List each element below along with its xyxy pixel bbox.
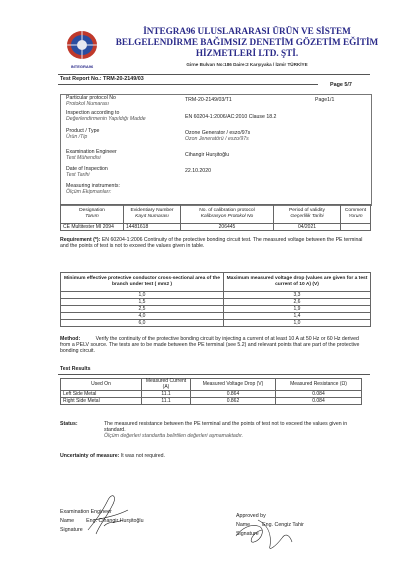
- results-table: [60, 378, 362, 405]
- instrument-comment: [341, 224, 371, 231]
- company-name-line1: İNTEGRA96 ULUSLARARASI ÜRÜN VE SİSTEM: [143, 26, 351, 36]
- inspection-label: Inspection according to Değerlendirmenin Yapıldığı Madde: [66, 110, 146, 122]
- requirement-text: EN 60204-1:2006 Continuity of the protective bonding circuit test. The measured voltage between the PE terminal and the points of test is not to exceed the values given in table.: [60, 237, 363, 249]
- examiner-signature: [82, 490, 134, 542]
- examiner-signature-label: Signature: [60, 527, 83, 533]
- company-address: Girne Bulvarı No:186 Daire:2 Karşıyaka / İzmir TÜRKİYE: [186, 62, 308, 67]
- protocol-label: Particular protocol No Protokol Numarası: [66, 95, 116, 107]
- limits-header-row: [61, 273, 371, 292]
- product-value: Ozone Generator / eszo/97s Ozon Jeneratörü / eszo/97s: [185, 130, 251, 142]
- table-row: 6,0 1,0: [61, 320, 371, 327]
- instrument-validity: 04/2021: [274, 224, 341, 231]
- col-comment: Comment Yorum: [341, 205, 371, 224]
- table-row: 2,5 1,9: [61, 306, 371, 313]
- table-row: 1,0 3,3: [61, 292, 371, 299]
- table-row: 4,0 1,4: [61, 313, 371, 320]
- instruments-table: [60, 204, 371, 231]
- approver-signature-label: Signature: [236, 531, 259, 537]
- table-row: 1,5 2,6: [61, 299, 371, 306]
- instrument-calibration: 206445: [181, 224, 274, 231]
- method-section: [60, 336, 365, 354]
- report-divider: [58, 84, 318, 85]
- page-number: Page 5/7: [330, 82, 352, 88]
- col-designation: Designation Tanım: [61, 205, 124, 224]
- instrument-designation: CE Multitester MI 2094: [61, 224, 124, 231]
- approver-name: Eng. Cengiz Tahir: [262, 522, 304, 528]
- method-label: Method:: [60, 336, 81, 342]
- requirement-section: [60, 237, 365, 249]
- examiner-name: Eng. Cihangir Hurşitoğlu: [86, 518, 144, 524]
- logo-text: INTEGRA96: [70, 64, 94, 69]
- date-label: Date of Inspection Test Tarihi: [66, 166, 108, 178]
- uncertainty-text: It was not required.: [120, 453, 165, 459]
- approver-signature: [232, 506, 296, 556]
- company-name-line3: HİZMETLERİ LTD. ŞTİ.: [195, 48, 299, 58]
- results-divider: [58, 374, 370, 375]
- engineer-value: Cihangir Hurşitoğlu: [185, 152, 230, 158]
- limits-table: [60, 272, 371, 327]
- instrument-number: 14481618: [124, 224, 181, 231]
- requirement-label: Requirement (*):: [60, 237, 101, 243]
- approver-name-label: Name: [236, 522, 251, 528]
- instruments-header-row: [61, 205, 371, 224]
- approver-title: Approved by: [236, 513, 266, 519]
- limits-header-area: Minimum effective protective conductor cross-sectional area of the branch under test ( mm2 ): [61, 273, 224, 292]
- table-row: Right Side Metal 11.1 0.862 0.084: [61, 398, 362, 405]
- results-title: Test Results: [60, 366, 91, 372]
- examiner-name-label: Name: [60, 518, 75, 524]
- uncertainty-section: [60, 453, 165, 459]
- limits-header-voltage: Maximum measured voltage drop (values are given for a test current of 10 A) (V): [224, 273, 371, 292]
- engineer-label: Examination Engineer Test Mühendisi: [66, 149, 117, 161]
- header-divider: [58, 74, 370, 75]
- status-label: Status:: [60, 421, 78, 427]
- results-header-row: Used On Measured Current (A) Measured Voltage Drop (V) Measured Resistance (Ω): [61, 379, 362, 391]
- company-logo: [58, 27, 106, 67]
- protocol-page: Page1/1: [315, 97, 335, 103]
- table-row: [61, 224, 371, 231]
- protocol-value: TRM-20-2149/03/T1: [185, 97, 232, 103]
- report-number: Test Report No.: TRM-20-2149/03: [60, 76, 144, 82]
- examiner-title: Examination Engineer: [60, 509, 112, 515]
- method-text: Verify the continuity of the protective bonding circuit by injecting a current of at least 10 A at 50 Hz or 60 Hz derived from a PELV source. The tests are to be made between the PE terminal (see 5.2) and relevant points that are part of the protective bonding circuit.: [60, 336, 360, 354]
- col-evidentiary: Evidentiary Number Kayıt Numarası: [124, 205, 181, 224]
- col-calibration: No. of calibration protocol Kalibrasyon Protokol No: [181, 205, 274, 224]
- company-header: [112, 26, 382, 70]
- col-validity: Period of validity Geçerlilik Tarihi: [274, 205, 341, 224]
- company-name-line2: BELGELENDİRME BAĞIMSIZ DENETİM GÖZETİM EĞİTİM: [115, 37, 379, 47]
- date-value: 22.10.2020: [185, 168, 211, 174]
- status-text: The measured resistance between the PE terminal and the points of test not to exceed the values given in standard. Ölçüm değerleri standartta belirtilen değerleri aşmamaktadır.: [104, 421, 348, 439]
- instruments-label: Measuring instruments: Ölçüm Ekipmanları:: [66, 183, 120, 195]
- product-label: Product / Type Ürün /Tip: [66, 128, 100, 140]
- table-row: Left Side Metal 11.1 0.864 0.084: [61, 391, 362, 398]
- uncertainty-label: Uncertainty of measure:: [60, 453, 120, 459]
- inspection-value: EN 60204-1:2006/AC:2010 Clause 18.2: [185, 114, 277, 120]
